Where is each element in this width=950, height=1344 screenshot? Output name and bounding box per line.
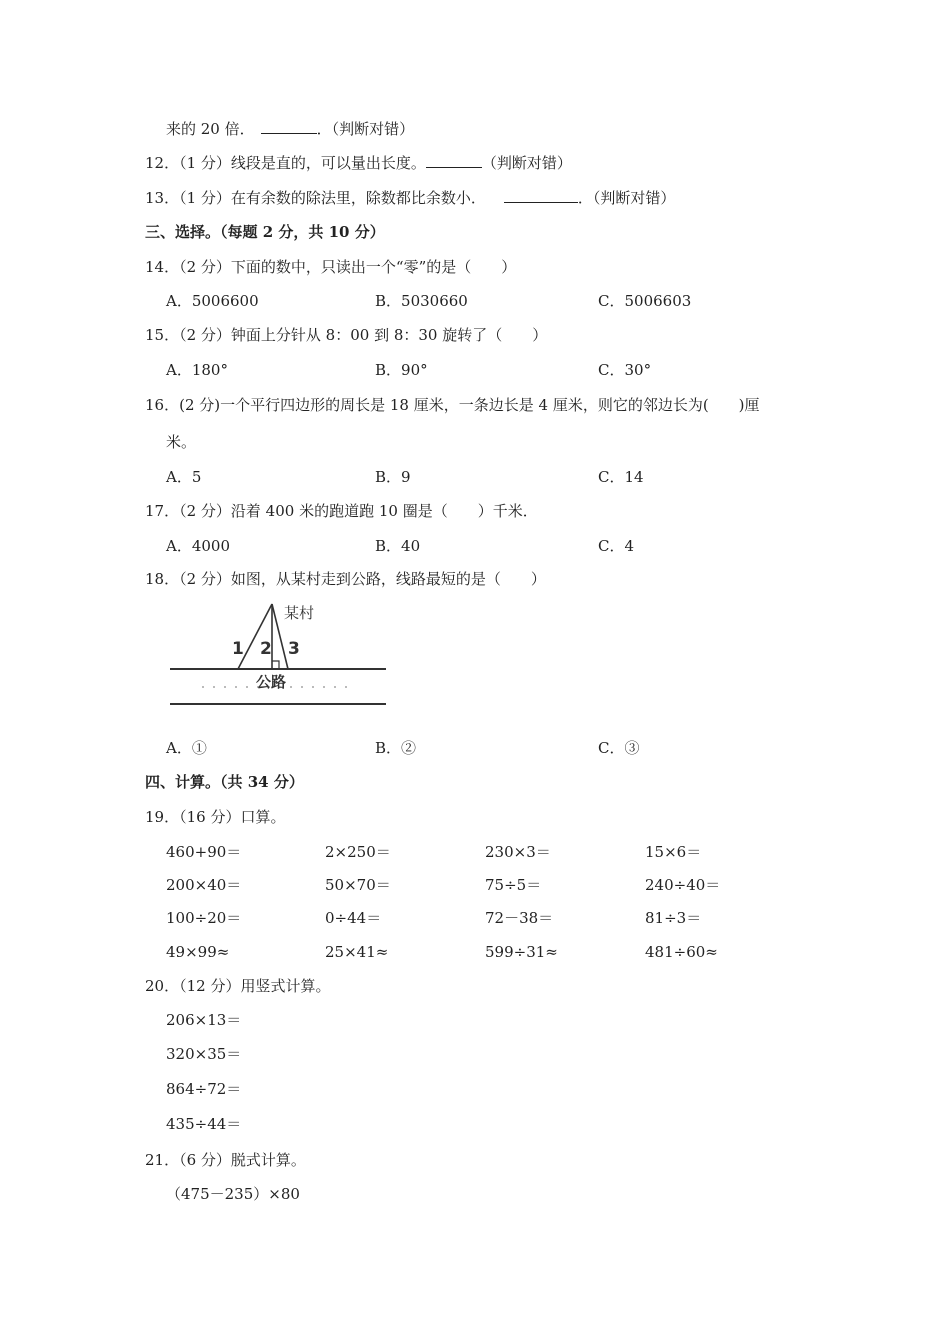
q18-option-b[interactable]: B．②: [375, 739, 417, 757]
q18-route-figure: [166, 598, 396, 718]
q19-number: 19．: [145, 808, 180, 826]
q14-text: （2 分）下面的数中，只读出一个“零”的是（ ）: [179, 258, 517, 276]
q11-suffix: ．（判断对错）: [316, 120, 415, 138]
q17-option-c[interactable]: C．4: [598, 537, 635, 555]
q12-text: （1 分）线段是直的，可以量出长度。: [179, 154, 426, 172]
route-1-label: 1: [232, 639, 244, 659]
q19-expression: 72－38＝: [485, 909, 554, 927]
q19-text: （16 分）口算。: [179, 808, 286, 826]
q16-option-c[interactable]: C．14: [598, 468, 644, 486]
q13-answer-blank[interactable]: [504, 188, 578, 203]
q17-text: （2 分）沿着 400 米的跑道跑 10 圈是（ ）千米．: [179, 502, 538, 520]
q13-number: 13．: [145, 189, 180, 207]
q16-text-continued: 米。: [166, 433, 197, 451]
q19: [145, 806, 285, 828]
q20-item: 864÷72＝: [166, 1080, 242, 1098]
q19-expression: 25×41≈: [325, 943, 389, 961]
q11-continuation: [166, 118, 414, 140]
q13: [145, 187, 675, 209]
q15-option-c[interactable]: C．30°: [598, 361, 652, 379]
q12: [145, 152, 572, 174]
q11-answer-blank[interactable]: [261, 119, 317, 134]
q19-expression: 200×40＝: [166, 876, 242, 894]
q15-option-b[interactable]: B．90°: [375, 361, 428, 379]
q16: [145, 394, 760, 416]
q19-expression: 481÷60≈: [645, 943, 718, 961]
q15-option-a[interactable]: A．180°: [166, 361, 228, 379]
q20-item: 206×13＝: [166, 1011, 242, 1029]
section-3-heading: 三、选择。（每题 2 分，共 10 分）: [145, 223, 385, 241]
q21-text: （6 分）脱式计算。: [179, 1151, 306, 1169]
q17: [145, 500, 538, 522]
q18: [145, 568, 546, 590]
q14-option-a[interactable]: A．5006600: [166, 292, 259, 310]
q17-option-a[interactable]: A．4000: [166, 537, 231, 555]
q21-number: 21．: [145, 1151, 180, 1169]
right-angle-mark: [272, 661, 279, 669]
q19-expression: 599÷31≈: [485, 943, 558, 961]
q19-expression: 460+90＝: [166, 843, 242, 861]
q20-number: 20．: [145, 977, 180, 995]
road-label: 公路: [256, 673, 287, 691]
q16-number: 16．: [145, 396, 180, 414]
q19-expression: 0÷44＝: [325, 909, 382, 927]
section-4-heading: 四、计算。（共 34 分）: [145, 773, 304, 791]
q18-option-c[interactable]: C．③: [598, 739, 640, 757]
q20-item: 320×35＝: [166, 1045, 242, 1063]
q16-option-b[interactable]: B．9: [375, 468, 411, 486]
q14-number: 14．: [145, 258, 180, 276]
q19-expression: 81÷3＝: [645, 909, 702, 927]
q20: [145, 975, 330, 997]
q12-number: 12．: [145, 154, 180, 172]
q19-expression: 100÷20＝: [166, 909, 242, 927]
q16-text: (2 分)一个平行四边形的周长是 18 厘米，一条边长是 4 厘米，则它的邻边长为( )厘: [179, 396, 760, 414]
q19-expression: 2×250＝: [325, 843, 391, 861]
q18-number: 18．: [145, 570, 180, 588]
q21: [145, 1149, 306, 1171]
q15: [145, 324, 547, 346]
q15-text: （2 分）钟面上分针从 8：00 到 8：30 旋转了（ ）: [179, 326, 548, 344]
q20-item: 435÷44＝: [166, 1115, 242, 1133]
q19-expression: 15×6＝: [645, 843, 702, 861]
route-2-label: 2: [260, 639, 272, 659]
q14-option-b[interactable]: B．5030660: [375, 292, 468, 310]
q19-expression: 75÷5＝: [485, 876, 542, 894]
q19-expression: 230×3＝: [485, 843, 551, 861]
q15-number: 15．: [145, 326, 180, 344]
q19-expression: 50×70＝: [325, 876, 391, 894]
q13-text: （1 分）在有余数的除法里，除数都比余数小．: [179, 189, 486, 207]
q18-text: （2 分）如图，从某村走到公路，线路最短的是（ ）: [179, 570, 546, 588]
q20-text: （12 分）用竖式计算。: [179, 977, 331, 995]
q16-option-a[interactable]: A．5: [166, 468, 202, 486]
q19-expression: 240÷40＝: [645, 876, 721, 894]
q17-option-b[interactable]: B．40: [375, 537, 421, 555]
q21-item: （475－235）×80: [166, 1185, 300, 1203]
route-1-line: [238, 604, 272, 669]
route-3-label: 3: [288, 639, 300, 659]
village-label: 某村: [284, 604, 315, 622]
q18-option-a[interactable]: A．①: [166, 739, 207, 757]
q19-expression: 49×99≈: [166, 943, 230, 961]
q13-suffix: ．（判断对错）: [577, 189, 676, 207]
q17-number: 17．: [145, 502, 180, 520]
q12-answer-blank[interactable]: [426, 153, 482, 168]
q11-text: 来的 20 倍．: [166, 120, 255, 138]
q14: [145, 256, 516, 278]
q12-suffix: （判断对错）: [481, 154, 572, 172]
q14-option-c[interactable]: C．5006603: [598, 292, 692, 310]
